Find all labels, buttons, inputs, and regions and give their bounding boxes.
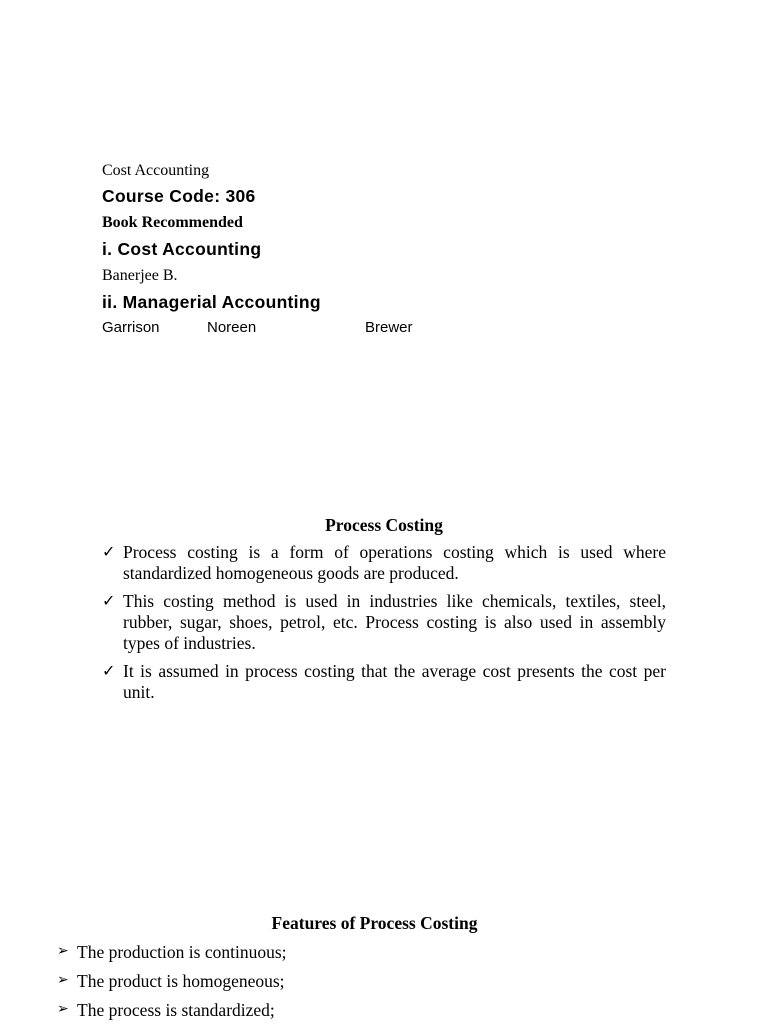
course-code: Course Code: 306	[102, 186, 256, 206]
arrowhead-icon: ➢	[57, 944, 69, 959]
check-mark-icon: ✓	[102, 544, 116, 561]
feature-list-item	[57, 999, 692, 1021]
features-section	[57, 912, 692, 1028]
feature-list-item	[57, 941, 692, 963]
author-brewer: Brewer	[365, 319, 413, 336]
process-costing-bullet	[102, 661, 666, 703]
process-costing-bullet	[102, 591, 666, 654]
process-costing-section	[102, 514, 666, 710]
features-heading: Features of Process Costing	[271, 913, 478, 933]
process-costing-heading: Process Costing	[325, 515, 443, 535]
author-garrison: Garrison	[102, 319, 160, 336]
arrowhead-icon: ➢	[57, 973, 69, 988]
feature-text: The process is standardized;	[77, 1000, 275, 1020]
check-mark-icon: ✓	[102, 593, 116, 610]
arrowhead-icon: ➢	[57, 1002, 69, 1017]
feature-list-item	[57, 970, 692, 992]
book-title-managerial-accounting: ii. Managerial Accounting	[102, 292, 321, 312]
bullet-text: This costing method is used in industries like chemicals, textiles, steel, rubber, sugar, shoes, petrol, etc. Process costing is also used in assembly types of industries.	[123, 591, 666, 653]
course-subject: Cost Accounting	[102, 162, 210, 179]
bullet-text: It is assumed in process costing that the average cost presents the cost per unit.	[123, 661, 666, 702]
check-mark-icon: ✓	[102, 663, 116, 680]
feature-text: The product is homogeneous;	[77, 971, 285, 991]
book-title-cost-accounting: i. Cost Accounting	[102, 239, 262, 259]
process-costing-bullet	[102, 542, 666, 584]
book-author-banerjee: Banerjee B.	[102, 267, 178, 284]
author-noreen: Noreen	[207, 319, 257, 336]
books-heading: Book Recommended	[102, 214, 243, 231]
feature-text: The production is continuous;	[77, 942, 287, 962]
bullet-text: Process costing is a form of operations costing which is used where standardized homogeneous goods are produced.	[123, 542, 666, 583]
